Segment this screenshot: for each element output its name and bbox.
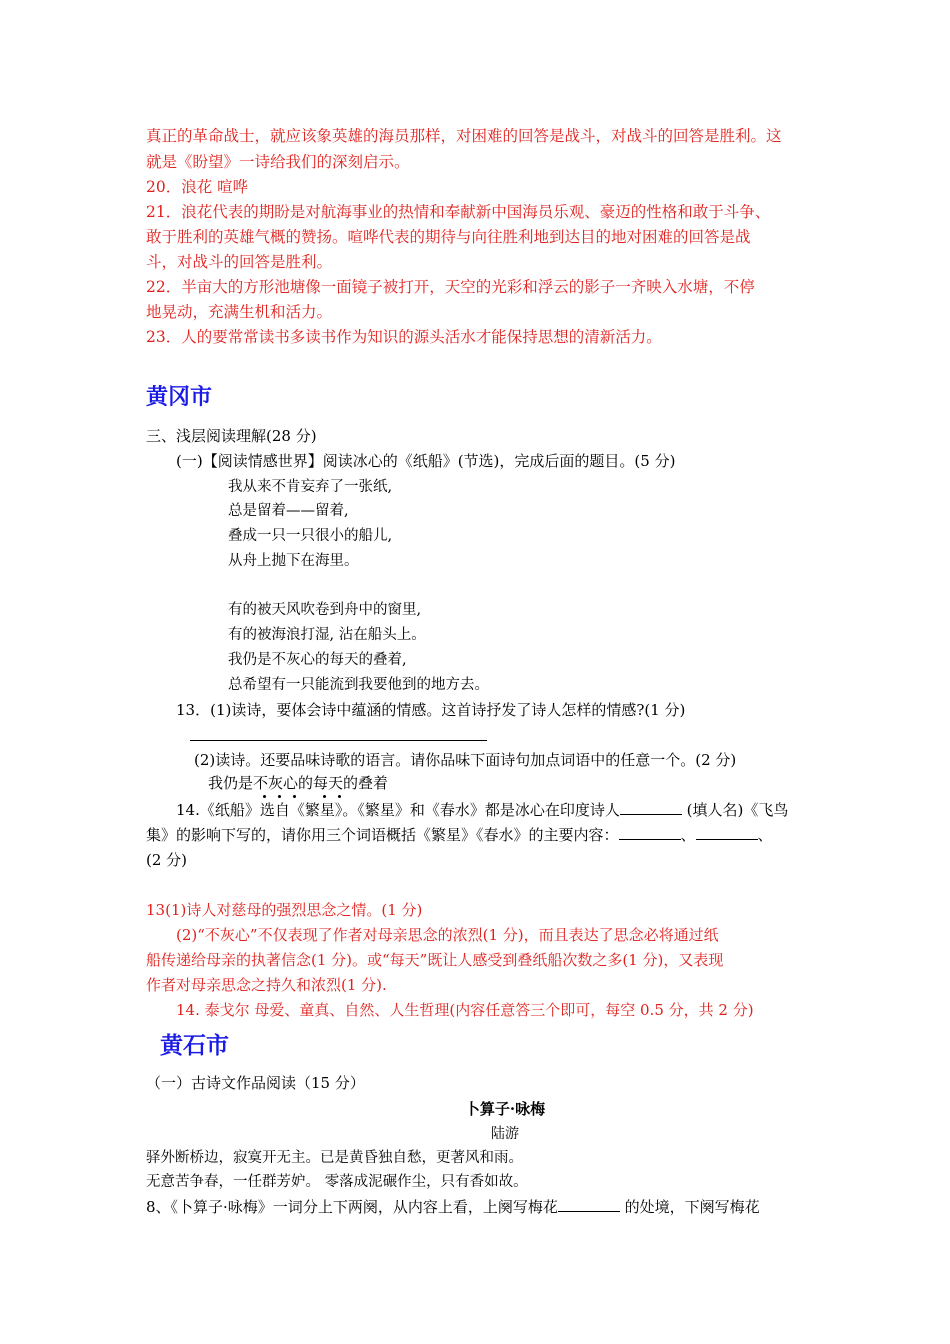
emphasis-dot [278, 795, 281, 798]
reading-intro: (一)【阅读情感世界】阅读冰心的《纸船》(节选)，完成后面的题目。(5 分) [176, 452, 676, 470]
question-14-line-1 [176, 800, 788, 820]
answer-14: 14. 泰戈尔 母爱、童真、自然、人生哲理(内容任意答三个即可，每空 0.5 分，共 2 分) [176, 1001, 754, 1019]
poem-line: 叠成一只一只很小的船儿, [228, 528, 393, 544]
question-13-1: 13．(1)读诗，要体会诗中蕴涵的情感。这首诗抒发了诗人怎样的情感?(1 分) [176, 701, 686, 719]
poem-title: 卜算子·咏梅 [464, 1100, 546, 1118]
answer-22-line-1: 22．半亩大的方形池塘像一面镜子被打开，天空的光彩和浮云的影子一齐映入水塘，不停 [146, 278, 755, 296]
part-title: 三、浅层阅读理解(28 分) [146, 427, 317, 445]
answer-blank-line [190, 740, 487, 741]
poem-author: 陆游 [491, 1126, 519, 1142]
fill-blank[interactable] [620, 800, 682, 815]
question-13-2: (2)读诗。还要品味诗歌的语言。请你品味下面诗句加点词语中的任意一个。(2 分) [194, 751, 737, 769]
poem-line: 有的被天风吹卷到舟中的窗里, [228, 602, 422, 618]
question-8 [146, 1197, 760, 1217]
fill-blank[interactable] [619, 825, 681, 840]
answer-21-line-3: 斗，对战斗的回答是胜利。 [146, 253, 333, 271]
poem-line: 从舟上抛下在海里。 [228, 553, 359, 569]
emphasis-dot [338, 795, 341, 798]
answer-13-2-line-2: 船传递给母亲的执著信念(1 分)。或“每天”既让人感受到叠纸船次数之多(1 分)，又表现 [146, 951, 724, 969]
ci-poem-line-1: 驿外断桥边，寂寞开无主。已是黄昏独自愁，更著风和雨。 [146, 1150, 523, 1166]
fill-blank[interactable] [696, 825, 758, 840]
separator: 、 [680, 826, 696, 844]
emphasis-dot [263, 795, 266, 798]
poem-line: 有的被海浪打湿, 沾在船头上。 [228, 627, 426, 643]
quoted-poem-line: 我仍是不灰心的每天的叠着 [208, 774, 389, 792]
part-title-huangshi: （一）古诗文作品阅读（15 分） [146, 1074, 365, 1092]
answer-22-line-2: 地晃动，充满生机和活力。 [146, 303, 333, 321]
answer-20: 20．浪花 喧哗 [146, 178, 249, 196]
question-8-text-b: 的处境，下阕写梅花 [624, 1198, 760, 1216]
question-14-text-b: (填人名)《飞鸟 [686, 801, 789, 819]
section-heading-huanggang: 黄冈市 [146, 385, 213, 410]
answer-21-line-1: 21．浪花代表的期盼是对航海事业的热情和奉献新中国海员乐观、豪迈的性格和敢于斗争、 [146, 203, 771, 221]
answer-19-line-1: 真正的革命战士，就应该象英雄的海员那样，对困难的回答是战斗，对战斗的回答是胜利。这 [146, 127, 782, 145]
separator: 、 [757, 826, 773, 844]
poem-line: 我仍是不灰心的每天的叠着, [228, 652, 407, 668]
answer-13-1: 13(1)诗人对慈母的强烈思念之情。(1 分) [146, 901, 423, 919]
answer-13-2-line-1: (2)“不灰心”不仅表现了作者对母亲思念的浓烈(1 分)，而且表达了思念必将通过纸 [176, 926, 719, 944]
poem-line: 我从来不肯妄弃了一张纸, [228, 479, 393, 495]
question-14-text-c: 集》的影响下写的，请你用三个词语概括《繁星》《春水》的主要内容： [146, 826, 619, 844]
answer-13-2-line-3: 作者对母亲思念之持久和浓烈(1 分). [146, 976, 387, 994]
question-14-text-a: 14.《纸船》选自《繁星》。《繁星》和《春水》都是冰心在印度诗人 [176, 801, 620, 819]
question-8-text-a: 8、《卜算子·咏梅》一词分上下两阕，从内容上看，上阕写梅花 [146, 1198, 558, 1216]
ci-poem-line-2: 无意苦争春，一任群芳妒。 零落成泥碾作尘，只有香如故。 [146, 1174, 528, 1190]
poem-line: 总是留着——留着, [228, 503, 349, 519]
section-heading-huangshi: 黄石市 [160, 1033, 229, 1059]
emphasis-dot [323, 795, 326, 798]
question-14-line-3: (2 分) [146, 851, 188, 869]
question-14-line-2 [146, 825, 773, 845]
emphasis-dot [293, 795, 296, 798]
poem-line: 总希望有一只能流到我要他到的地方去。 [228, 677, 489, 693]
answer-23: 23．人的要常常读书多读书作为知识的源头活水才能保持思想的清新活力。 [146, 328, 662, 346]
fill-blank[interactable] [558, 1197, 620, 1212]
answer-21-line-2: 敢于胜利的英雄气概的赞扬。喧哗代表的期待与向往胜利地到达目的地对困难的回答是战 [146, 228, 751, 246]
answer-19-line-2: 就是《盼望》一诗给我们的深刻启示。 [146, 153, 410, 171]
